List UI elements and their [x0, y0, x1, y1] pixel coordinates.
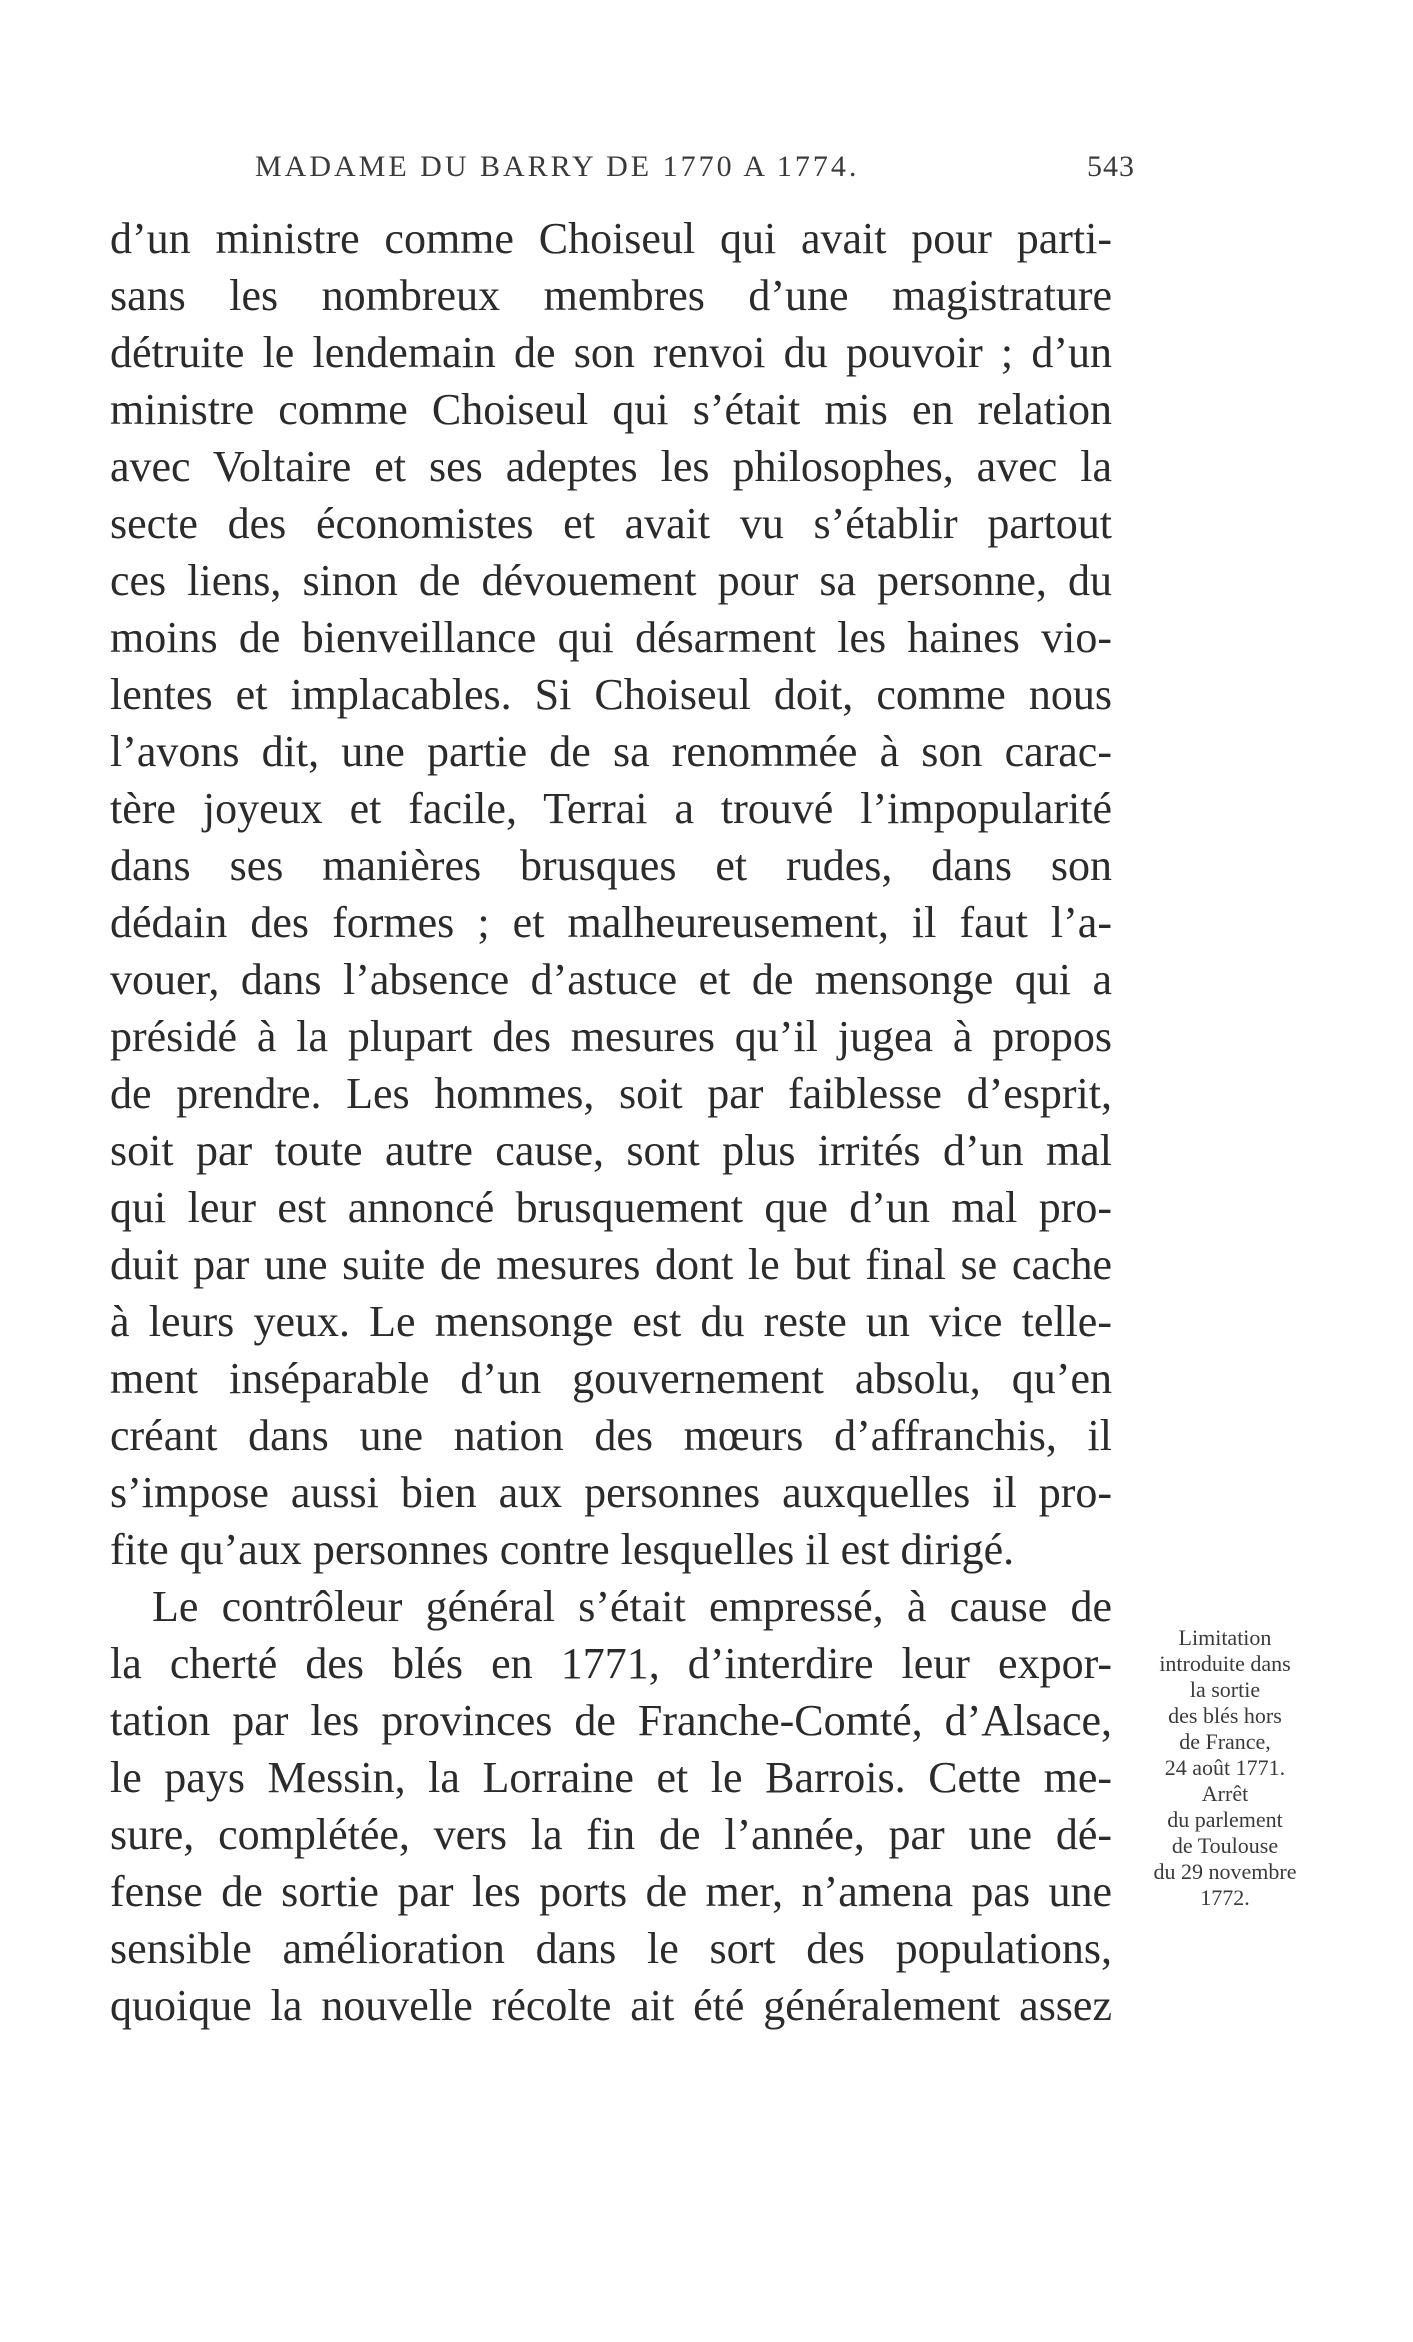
text-line: qui leur est annoncé brusquement que d’un mal pro- — [110, 1183, 1112, 1232]
text-line: ment inséparable d’un gouvernement absolu, qu’en — [110, 1354, 1112, 1403]
text-line: de prendre. Les hommes, soit par faiblesse d’esprit, — [110, 1069, 1112, 1118]
text-line: le pays Messin, la Lorraine et le Barrois. Cette me- — [110, 1753, 1112, 1802]
text-line: vouer, dans l’absence d’astuce et de mensonge qui a — [110, 955, 1112, 1004]
text-line: dans ses manières brusques et rudes, dans son — [110, 841, 1112, 890]
running-head — [255, 150, 1135, 190]
text-line: sensible amélioration dans le sort des populations, — [110, 1924, 1112, 1973]
text-line: l’avons dit, une partie de sa renommée à son carac- — [110, 727, 1112, 776]
margin-note-line: 1772. — [1200, 1885, 1250, 1910]
text-line: s’impose aussi bien aux personnes auxquelles il pro- — [110, 1468, 1112, 1517]
text-line: créant dans une nation des mœurs d’affranchis, il — [110, 1411, 1112, 1460]
margin-note-line: Limitation — [1178, 1625, 1272, 1650]
margin-note-line: des blés hors — [1168, 1703, 1282, 1728]
text-line: moins de bienveillance qui désarment les haines vio- — [110, 613, 1112, 662]
text-line: tère joyeux et facile, Terrai a trouvé l’impopularité — [110, 784, 1112, 833]
text-line: ces liens, sinon de dévouement pour sa personne, du — [110, 556, 1112, 605]
text-line: duit par une suite de mesures dont le but final se cache — [110, 1240, 1112, 1289]
text-line: fite qu’aux personnes contre lesquelles il est dirigé. — [110, 1525, 1015, 1574]
text-line: dédain des formes ; et malheureusement, il faut l’a- — [110, 898, 1112, 947]
margin-note-line: de France, — [1179, 1729, 1271, 1754]
margin-note-line: de Toulouse — [1171, 1833, 1279, 1858]
margin-note-line: la sortie — [1189, 1677, 1261, 1702]
text-line: avec Voltaire et ses adeptes les philosophes, avec la — [110, 442, 1112, 491]
text-line: détruite le lendemain de son renvoi du pouvoir ; d’un — [110, 328, 1112, 377]
text-line: d’un ministre comme Choiseul qui avait pour parti- — [110, 214, 1112, 263]
text-line: à leurs yeux. Le mensonge est du reste un vice telle- — [110, 1297, 1112, 1346]
margin-note-line: du 29 novembre — [1153, 1859, 1297, 1884]
text-line: présidé à la plupart des mesures qu’il jugea à propos — [110, 1012, 1112, 1061]
text-line: ministre comme Choiseul qui s’était mis en relation — [110, 385, 1112, 434]
page-number: 543 — [1087, 150, 1135, 183]
margin-note-line: Arrêt — [1201, 1781, 1249, 1806]
text-line: la cherté des blés en 1771, d’interdire leur expor- — [110, 1639, 1112, 1688]
text-line: Le contrôleur général s’était empressé, à cause de — [152, 1582, 1112, 1631]
text-line: tation par les provinces de Franche-Comté, d’Alsace, — [110, 1696, 1112, 1745]
margin-note — [1125, 1625, 1325, 1911]
text-line: sure, complétée, vers la fin de l’année, par une dé- — [110, 1810, 1112, 1859]
text-line: secte des économistes et avait vu s’établir partout — [110, 499, 1112, 548]
text-line: sans les nombreux membres d’une magistrature — [110, 271, 1112, 320]
paragraph-2 — [110, 1578, 1112, 2034]
paragraph-1 — [110, 210, 1112, 1578]
body-text — [110, 210, 1112, 2034]
text-line: quoique la nouvelle récolte ait été généralement assez — [110, 1981, 1112, 2030]
running-title: MADAME DU BARRY DE 1770 A 1774. — [255, 150, 860, 183]
text-line: fense de sortie par les ports de mer, n’amena pas une — [110, 1867, 1112, 1916]
text-line: soit par toute autre cause, sont plus irrités d’un mal — [110, 1126, 1112, 1175]
margin-note-line: du parlement — [1167, 1807, 1283, 1832]
margin-note-line: 24 août 1771. — [1164, 1755, 1286, 1780]
text-line: lentes et implacables. Si Choiseul doit, comme nous — [110, 670, 1112, 719]
margin-note-line: introduite dans — [1159, 1651, 1291, 1676]
